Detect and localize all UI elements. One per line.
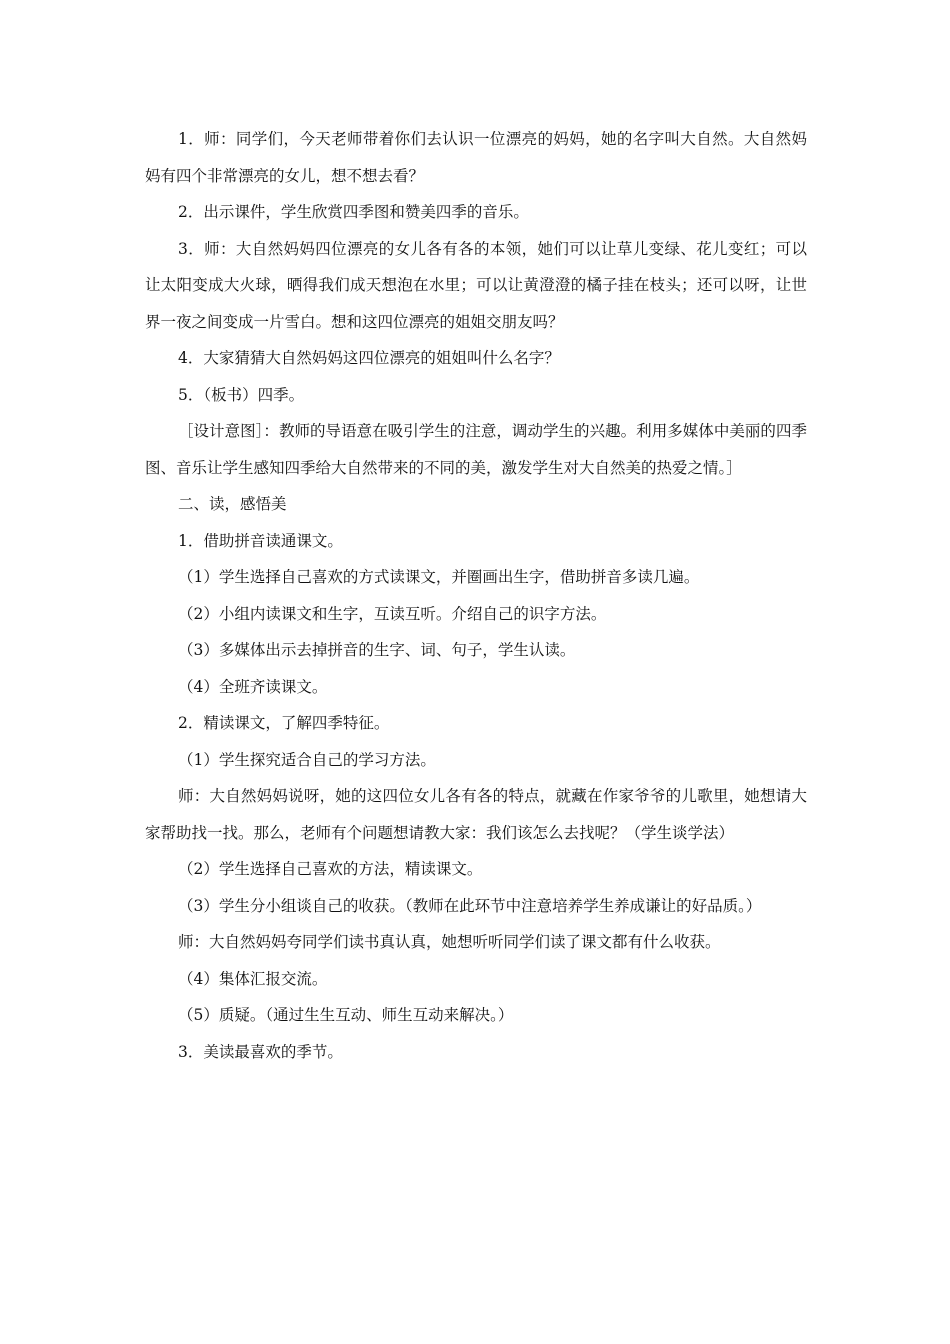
paragraph-substep-1-4: （4）全班齐读课文。 <box>178 677 328 696</box>
paragraph-intro-2: 2．出示课件，学生欣赏四季图和赞美四季的音乐。 <box>178 203 529 221</box>
paragraph-substep-1-2: （2）小组内读课文和生字，互读互听。介绍自己的识字方法。 <box>178 604 607 623</box>
paragraph-teacher-remark-1: 师：大自然妈妈说呀，她的这四位女儿各有各的特点，就藏在作家爷爷的儿歌里，她想请大家帮助找一找。那么，老师有个问题想请教大家：我们该怎么去找呢？（学生谈学法） <box>145 787 807 842</box>
paragraph-design-intent: ［设计意图］：教师的导语意在吸引学生的注意，调动学生的兴趣。利用多媒体中美丽的四季图、音乐让学生感知四季给大自然带来的不同的美，激发学生对大自然美的热爱之情。］ <box>145 422 807 477</box>
paragraph-step-3: 3．美读最喜欢的季节。 <box>178 1042 343 1061</box>
paragraph-substep-2-4: （4）集体汇报交流。 <box>178 969 328 988</box>
paragraph-intro-4: 4．大家猜猜大自然妈妈这四位漂亮的姐姐叫什么名字？ <box>178 349 560 367</box>
paragraph-substep-2-5: （5）质疑。（通过生生互动、师生互动来解决。） <box>178 1006 514 1024</box>
paragraph-step-2: 2．精读课文，了解四季特征。 <box>178 714 390 732</box>
paragraph-substep-1-3: （3）多媒体出示去掉拼音的生字、词、句子，学生认读。 <box>178 641 576 659</box>
paragraph-substep-2-3: （3）学生分小组谈自己的收获。（教师在此环节中注意培养学生养成谦让的好品质。） <box>178 896 762 915</box>
section-heading-read: 二、读，感悟美 <box>178 495 287 513</box>
paragraph-teacher-remark-2: 师：大自然妈妈夸同学们读书真认真，她想听听同学们读了课文都有什么收获。 <box>178 933 721 951</box>
paragraph-intro-1: 1．师：同学们，今天老师带着你们去认识一位漂亮的妈妈，她的名字叫大自然。大自然妈妈有四个非常漂亮的女儿，想不想去看？ <box>145 130 807 185</box>
paragraph-substep-2-2: （2）学生选择自己喜欢的方法，精读课文。 <box>178 860 483 878</box>
paragraph-step-1: 1．借助拼音读通课文。 <box>178 531 343 550</box>
paragraph-substep-2-1: （1）学生探究适合自己的学习方法。 <box>178 750 436 769</box>
paragraph-intro-3: 3．师：大自然妈妈四位漂亮的女儿各有各的本领，她们可以让草儿变绿、花儿变红；可以让太阳变成大火球，晒得我们成天想泡在水里；可以让黄澄澄的橘子挂在枝头；还可以呀，让世界一夜之间变成一片雪白。想和这四位漂亮的姐姐交朋友吗？ <box>145 239 807 331</box>
paragraph-intro-5: 5．（板书）四季。 <box>178 385 305 404</box>
paragraph-substep-1-1: （1）学生选择自己喜欢的方式读课文，并圈画出生字，借助拼音多读几遍。 <box>178 568 700 586</box>
document-body <box>145 121 807 1070</box>
